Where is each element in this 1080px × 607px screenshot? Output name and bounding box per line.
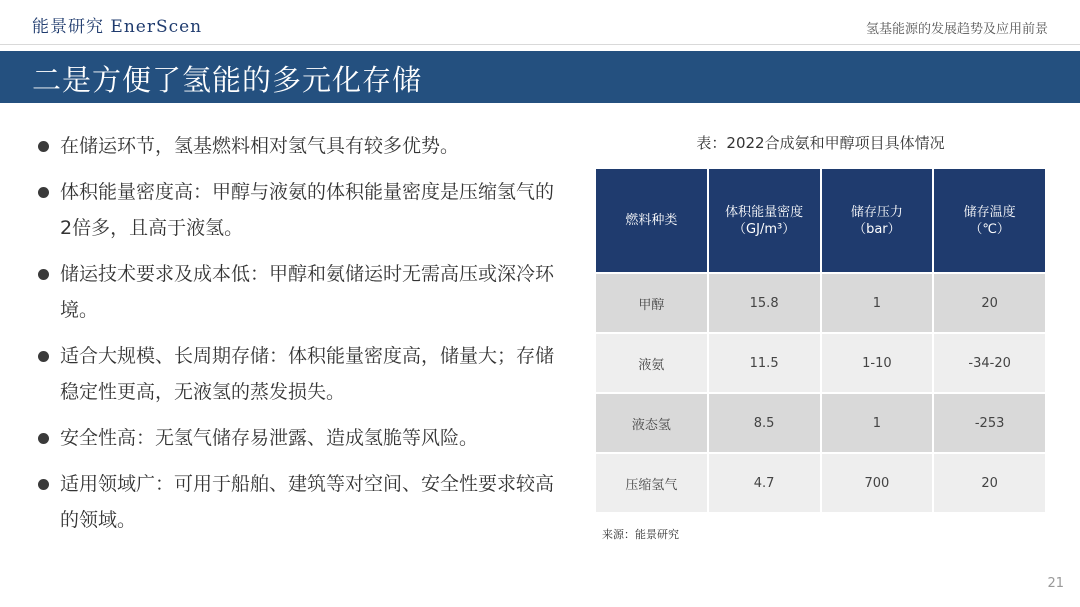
table-cell: 压缩氢气: [595, 453, 708, 513]
header-unit: （bar）: [853, 221, 901, 237]
page-number: 21: [1047, 576, 1064, 591]
fuel-comparison-table: [594, 167, 1047, 514]
bullet-item: [38, 420, 558, 456]
header-line: 体积能量密度: [725, 204, 804, 220]
table-cell: 1: [821, 393, 934, 453]
bullet-text: 安全性高：无氢气储存易泄露、造成氢脆等风险。: [60, 427, 479, 449]
bullet-dot-icon: [38, 269, 49, 280]
bullet-text: 体积能量密度高：甲醇与液氨的体积能量密度是压缩氢气的2倍多，且高于液氢。: [60, 181, 555, 239]
bullet-dot-icon: [38, 351, 49, 362]
bullet-item: [38, 128, 558, 164]
slide-title: 二是方便了氢能的多元化存储: [32, 63, 423, 97]
title-band: [0, 51, 1080, 103]
table-row: [595, 393, 1046, 453]
table-cell: 4.7: [708, 453, 821, 513]
header-line: 储存压力: [850, 204, 903, 220]
bullet-dot-icon: [38, 187, 49, 198]
table-cell: 8.5: [708, 393, 821, 453]
bullet-dot-icon: [38, 433, 49, 444]
table-row: [595, 333, 1046, 393]
bullet-dot-icon: [38, 141, 49, 152]
column-header: [595, 168, 708, 273]
table-row: [595, 273, 1046, 333]
table-cell: 液氨: [595, 333, 708, 393]
bullet-item: [38, 338, 558, 410]
table-source: 来源：能景研究: [602, 528, 679, 541]
table-cell: 20: [933, 453, 1046, 513]
bullet-text: 适合大规模、长周期存储：体积能量密度高，储量大；存储稳定性更高，无液氢的蒸发损失。: [60, 345, 555, 403]
header-divider: [0, 44, 1080, 45]
table-cell: 11.5: [708, 333, 821, 393]
bullet-text: 在储运环节，氢基燃料相对氢气具有较多优势。: [60, 135, 460, 157]
table-cell: 1-10: [821, 333, 934, 393]
column-header: [933, 168, 1046, 273]
table-cell: 甲醇: [595, 273, 708, 333]
column-header: [821, 168, 934, 273]
table-header-row: [595, 168, 1046, 273]
bullet-item: [38, 174, 558, 246]
bullet-text: 储运技术要求及成本低：甲醇和氨储运时无需高压或深冷环境。: [60, 263, 555, 321]
bullet-text: 适用领域广：可用于船舶、建筑等对空间、安全性要求较高的领域。: [60, 473, 555, 531]
table-cell: -253: [933, 393, 1046, 453]
table-cell: 1: [821, 273, 934, 333]
header-unit: （GJ/m³）: [733, 221, 796, 237]
header-unit: （℃）: [969, 221, 1010, 237]
presentation-subject: 氢基能源的发展趋势及应用前景: [865, 22, 1048, 37]
table-cell: -34-20: [933, 333, 1046, 393]
table-cell: 液态氢: [595, 393, 708, 453]
header-line: 燃料种类: [625, 213, 678, 228]
top-bar: [0, 0, 1080, 44]
table-cell: 20: [933, 273, 1046, 333]
bullet-item: [38, 256, 558, 328]
column-header: [708, 168, 821, 273]
header-line: 储存温度: [963, 204, 1016, 220]
table-cell: 15.8: [708, 273, 821, 333]
logo: 能景研究 EnerScen: [32, 17, 203, 37]
table-cell: 700: [821, 453, 934, 513]
bullet-dot-icon: [38, 479, 49, 490]
table-row: [595, 453, 1046, 513]
table-caption: 表：2022合成氨和甲醇项目具体情况: [696, 134, 945, 152]
bullet-item: [38, 466, 558, 538]
bullet-list: [38, 128, 558, 548]
